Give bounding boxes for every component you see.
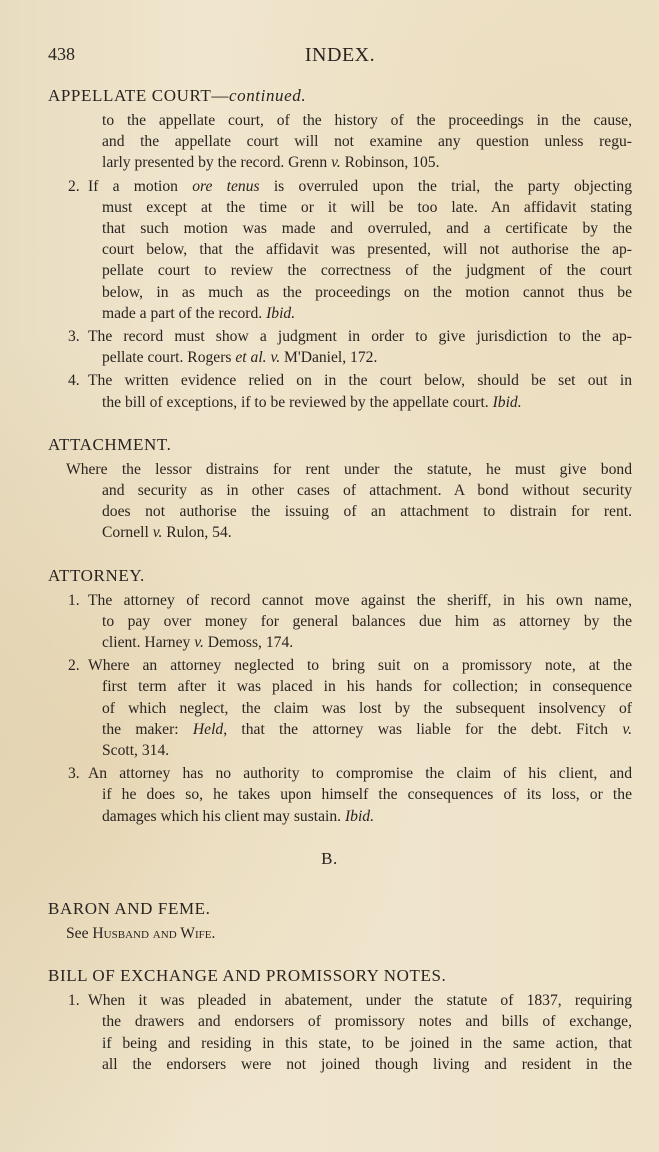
text-run: BILL OF EXCHANGE AND PROMISSORY NOTES. (48, 966, 447, 986)
text-run: made a part of the record. (102, 304, 267, 322)
text-run: all the endorsers were not joined though living and resident in the (102, 1055, 632, 1073)
text-run: and the appellate court will not examine any question unless regu- (102, 133, 632, 151)
text-line (102, 1011, 632, 1032)
entry-item (0, 459, 659, 544)
italic-text: Ibid. (266, 304, 296, 322)
text-run: pellate court to review the correctness of the judgment of the court (102, 262, 632, 280)
text-line (102, 218, 632, 239)
text-line (102, 347, 632, 368)
italic-text: Ibid. (344, 807, 374, 825)
entry-item (0, 923, 659, 944)
small-caps-text: Husband and Wife. (92, 924, 216, 942)
text-run: Where an attorney neglected to bring suit on a promissory note, at the (88, 657, 632, 675)
text-line (102, 260, 632, 281)
text-line (102, 676, 632, 697)
text-run: Scott, 314. (102, 742, 170, 760)
text-line (102, 152, 632, 173)
text-run: Demoss, 174. (203, 634, 294, 652)
item-number: 3. (68, 328, 80, 346)
text-line (68, 655, 632, 676)
text-line (102, 1054, 632, 1075)
entry-item (0, 110, 659, 174)
text-run: client. Harney (102, 634, 195, 652)
item-number: 2. (68, 657, 80, 675)
item-number: 2. (68, 177, 80, 195)
index-entry (0, 964, 659, 1075)
entry-item (0, 326, 659, 368)
text-run: if being and residing in this state, to be joined in the same action, that (102, 1034, 632, 1052)
text-line (68, 990, 632, 1011)
text-run: Cornell (102, 524, 153, 542)
text-run: the maker: (102, 720, 193, 738)
text-line (102, 632, 632, 653)
index-entry (0, 564, 659, 827)
text-line (102, 303, 632, 324)
italic-text: et al. v. (235, 349, 281, 367)
entry-item (0, 990, 659, 1075)
italic-text: ore tenus (192, 177, 260, 195)
text-run: and security as in other cases of attachment. A bond without security (102, 482, 632, 500)
text-run: When it was pleaded in abatement, under the statute of 1837, requiring (88, 992, 632, 1010)
text-run: The record must show a judgment in order to give jurisdiction to the ap- (88, 328, 632, 346)
text-line (102, 110, 632, 131)
index-content (0, 84, 659, 1095)
text-run: The attorney of record cannot move against the sheriff, in his own name, (88, 591, 632, 609)
text-run: APPELLATE COURT— (48, 86, 229, 105)
text-run: damages which his client may sustain. (102, 807, 345, 825)
text-run: See (66, 924, 93, 942)
italic-text: v. (622, 720, 632, 738)
text-run: below, in as much as the proceedings on the motion cannot thus be (102, 283, 632, 301)
entry-heading (48, 564, 659, 588)
text-run: larly presented by the record. Grenn (102, 154, 332, 172)
text-run: court below, that the affidavit was presented, will not authorise the ap- (102, 241, 632, 259)
text-line (102, 392, 632, 413)
entry-item (0, 590, 659, 654)
text-run: pellate court. Rogers (102, 349, 236, 367)
text-run: If a motion (88, 177, 193, 195)
text-run: that such motion was made and overruled, and a certificate by the (102, 220, 632, 238)
entry-heading (48, 84, 659, 108)
entry-item (0, 370, 659, 412)
page-title: INDEX. (304, 44, 376, 66)
text-run: , that the attorney was liable for the debt. Fitch (223, 720, 623, 738)
text-line (102, 239, 632, 260)
italic-text: continued. (228, 86, 307, 105)
text-line (68, 590, 632, 611)
section-letter: B. (321, 848, 338, 868)
item-number: 4. (68, 372, 80, 390)
text-line (66, 923, 632, 944)
index-entry (0, 84, 659, 413)
text-run: ATTACHMENT. (48, 434, 172, 454)
text-line (102, 131, 632, 152)
text-run: does not authorise the issuing of an attachment to distrain for rent. (102, 503, 632, 521)
text-line (102, 719, 632, 740)
text-run: is overruled upon the trial, the party objecting (259, 177, 633, 195)
text-line (102, 806, 632, 827)
italic-text: Held (192, 720, 224, 738)
text-run: Rulon, 54. (162, 524, 232, 542)
text-line (102, 282, 632, 303)
italic-text: v. (194, 634, 204, 652)
text-run: of which neglect, the claim was lost by the subsequent insolvency of (102, 699, 632, 717)
text-line (102, 1033, 632, 1054)
text-line (68, 326, 632, 347)
text-line (102, 698, 632, 719)
entry-heading (48, 433, 659, 457)
text-run: Where the lessor distrains for rent under the statute, he must give bond (66, 460, 632, 478)
index-entry (0, 897, 659, 944)
text-run: must except at the time or it will be too late. An affidavit stating (102, 198, 632, 216)
text-run: BARON AND FEME. (48, 898, 211, 918)
entry-heading (48, 897, 659, 921)
index-entry (0, 433, 659, 544)
text-line (102, 197, 632, 218)
text-run: to pay over money for general balances due him as attorney by the (102, 612, 632, 630)
text-line (68, 370, 632, 391)
item-number: 1. (68, 591, 80, 609)
text-line (68, 176, 632, 197)
entry-item (0, 655, 659, 761)
text-line (102, 501, 632, 522)
text-run: The written evidence relied on in the court below, should be set out in (88, 372, 632, 390)
text-run: the bill of exceptions, if to be reviewed by the appellate court. (102, 393, 493, 411)
text-run: ATTORNEY. (48, 565, 145, 585)
text-run: first term after it was placed in his hands for collection; in consequence (102, 678, 632, 696)
text-line (102, 740, 632, 761)
running-header (48, 44, 632, 68)
item-number: 3. (68, 765, 80, 783)
text-run: Robinson, 105. (340, 154, 440, 172)
text-run: M'Daniel, 172. (280, 349, 378, 367)
page-number: 438 (48, 44, 75, 64)
text-line (102, 784, 632, 805)
text-line (68, 763, 632, 784)
italic-text: Ibid. (492, 393, 522, 411)
text-line (66, 459, 632, 480)
entry-item (0, 763, 659, 827)
text-run: if he does so, he takes upon himself the consequences of its loss, or the (102, 786, 632, 804)
text-line (102, 611, 632, 632)
text-run: An attorney has no authority to compromise the claim of his client, and (88, 765, 632, 783)
text-line (102, 522, 632, 543)
entry-item (0, 176, 659, 324)
item-number: 1. (68, 992, 80, 1010)
entry-heading (48, 964, 659, 988)
text-run: the drawers and endorsers of promissory notes and bills of exchange, (102, 1013, 632, 1031)
italic-text: v. (152, 524, 163, 542)
text-line (102, 480, 632, 501)
italic-text: v. (331, 154, 341, 172)
text-run: to the appellate court, of the history of the proceedings in the cause, (102, 112, 632, 129)
